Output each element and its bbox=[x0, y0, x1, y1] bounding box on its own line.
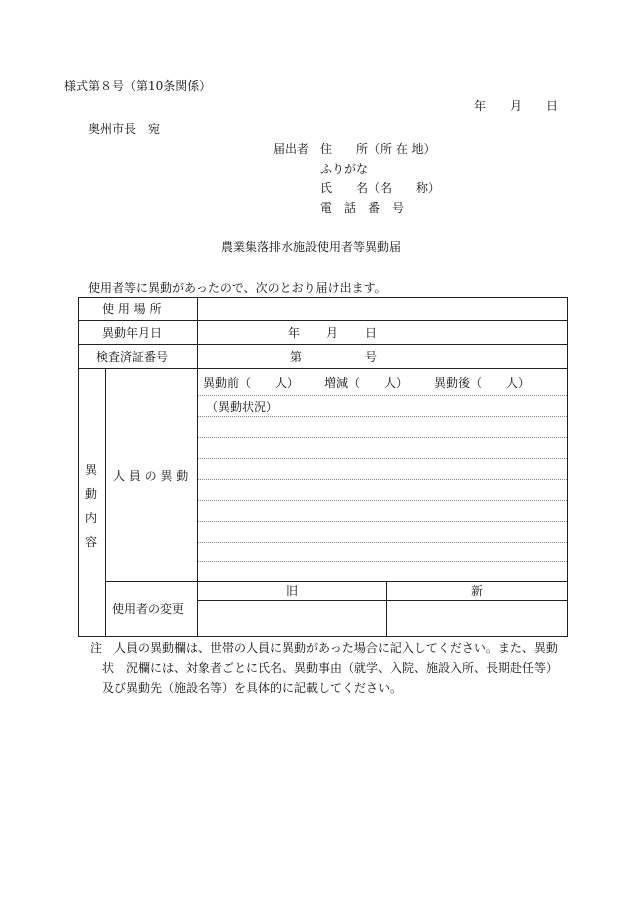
user-change-label: 使用者の変更 bbox=[112, 602, 185, 616]
change-contents-char-3: 内 bbox=[85, 511, 98, 525]
new-user-field[interactable] bbox=[388, 603, 565, 633]
phone-label: 電 話 番 号 bbox=[320, 201, 405, 215]
after-count-label: 異動後（ 人） bbox=[434, 376, 531, 390]
old-user-field[interactable] bbox=[199, 603, 384, 633]
delta-count-label: 増減（ 人） bbox=[324, 376, 409, 390]
old-column-header: 旧 bbox=[286, 584, 299, 598]
change-form-table bbox=[78, 297, 568, 637]
change-contents-char-4: 容 bbox=[85, 535, 98, 549]
change-date-month: 月 bbox=[326, 326, 339, 340]
new-column-header: 新 bbox=[471, 584, 484, 598]
date-month-label: 月 bbox=[510, 99, 523, 113]
address-label: 住 所（所 在 地） bbox=[320, 142, 436, 156]
date-year-label: 年 bbox=[474, 99, 487, 113]
before-count-label: 異動前（ 人） bbox=[203, 376, 300, 390]
note-line-1: 注 人員の異動欄は、世帯の人員に異動があった場合に記入してください。また、異動 bbox=[90, 641, 558, 655]
change-date-label: 異動年月日 bbox=[102, 326, 163, 340]
usage-place-label: 使 用 場 所 bbox=[102, 302, 162, 316]
date-day-label: 日 bbox=[546, 99, 559, 113]
submitter-role-label: 届出者 bbox=[273, 142, 310, 156]
change-contents-char-2: 動 bbox=[85, 487, 98, 501]
cert-number-suffix: 号 bbox=[365, 350, 378, 364]
cert-number-prefix: 第 bbox=[290, 350, 303, 364]
name-label: 氏 名（名 称） bbox=[320, 181, 441, 195]
note-line-3: 及び異動先（施設名等）を具体的に記載してください。 bbox=[102, 681, 403, 695]
intro-text: 使用者等に異動があったので、次のとおり届け出ます。 bbox=[88, 281, 387, 295]
change-contents-char-1: 異 bbox=[85, 463, 98, 477]
note-line-2: 状 況欄には、対象者ごとに氏名、異動事由（就学、入院、施設入所、長期赴任等） bbox=[102, 661, 559, 675]
furigana-label: ふりがな bbox=[320, 162, 369, 176]
document-title: 農業集落排水施設使用者等異動届 bbox=[221, 240, 402, 254]
usage-place-field[interactable] bbox=[278, 301, 566, 317]
form-number: 様式第８号（第10条関係） bbox=[64, 79, 212, 93]
change-status-label: （異動状況） bbox=[206, 400, 279, 414]
cert-number-label: 検査済証番号 bbox=[96, 350, 169, 364]
addressee: 奥州市長 宛 bbox=[88, 122, 161, 136]
member-change-label: 人 員 の 異 動 bbox=[113, 469, 189, 483]
change-date-year: 年 bbox=[288, 326, 301, 340]
change-date-day: 日 bbox=[365, 326, 378, 340]
